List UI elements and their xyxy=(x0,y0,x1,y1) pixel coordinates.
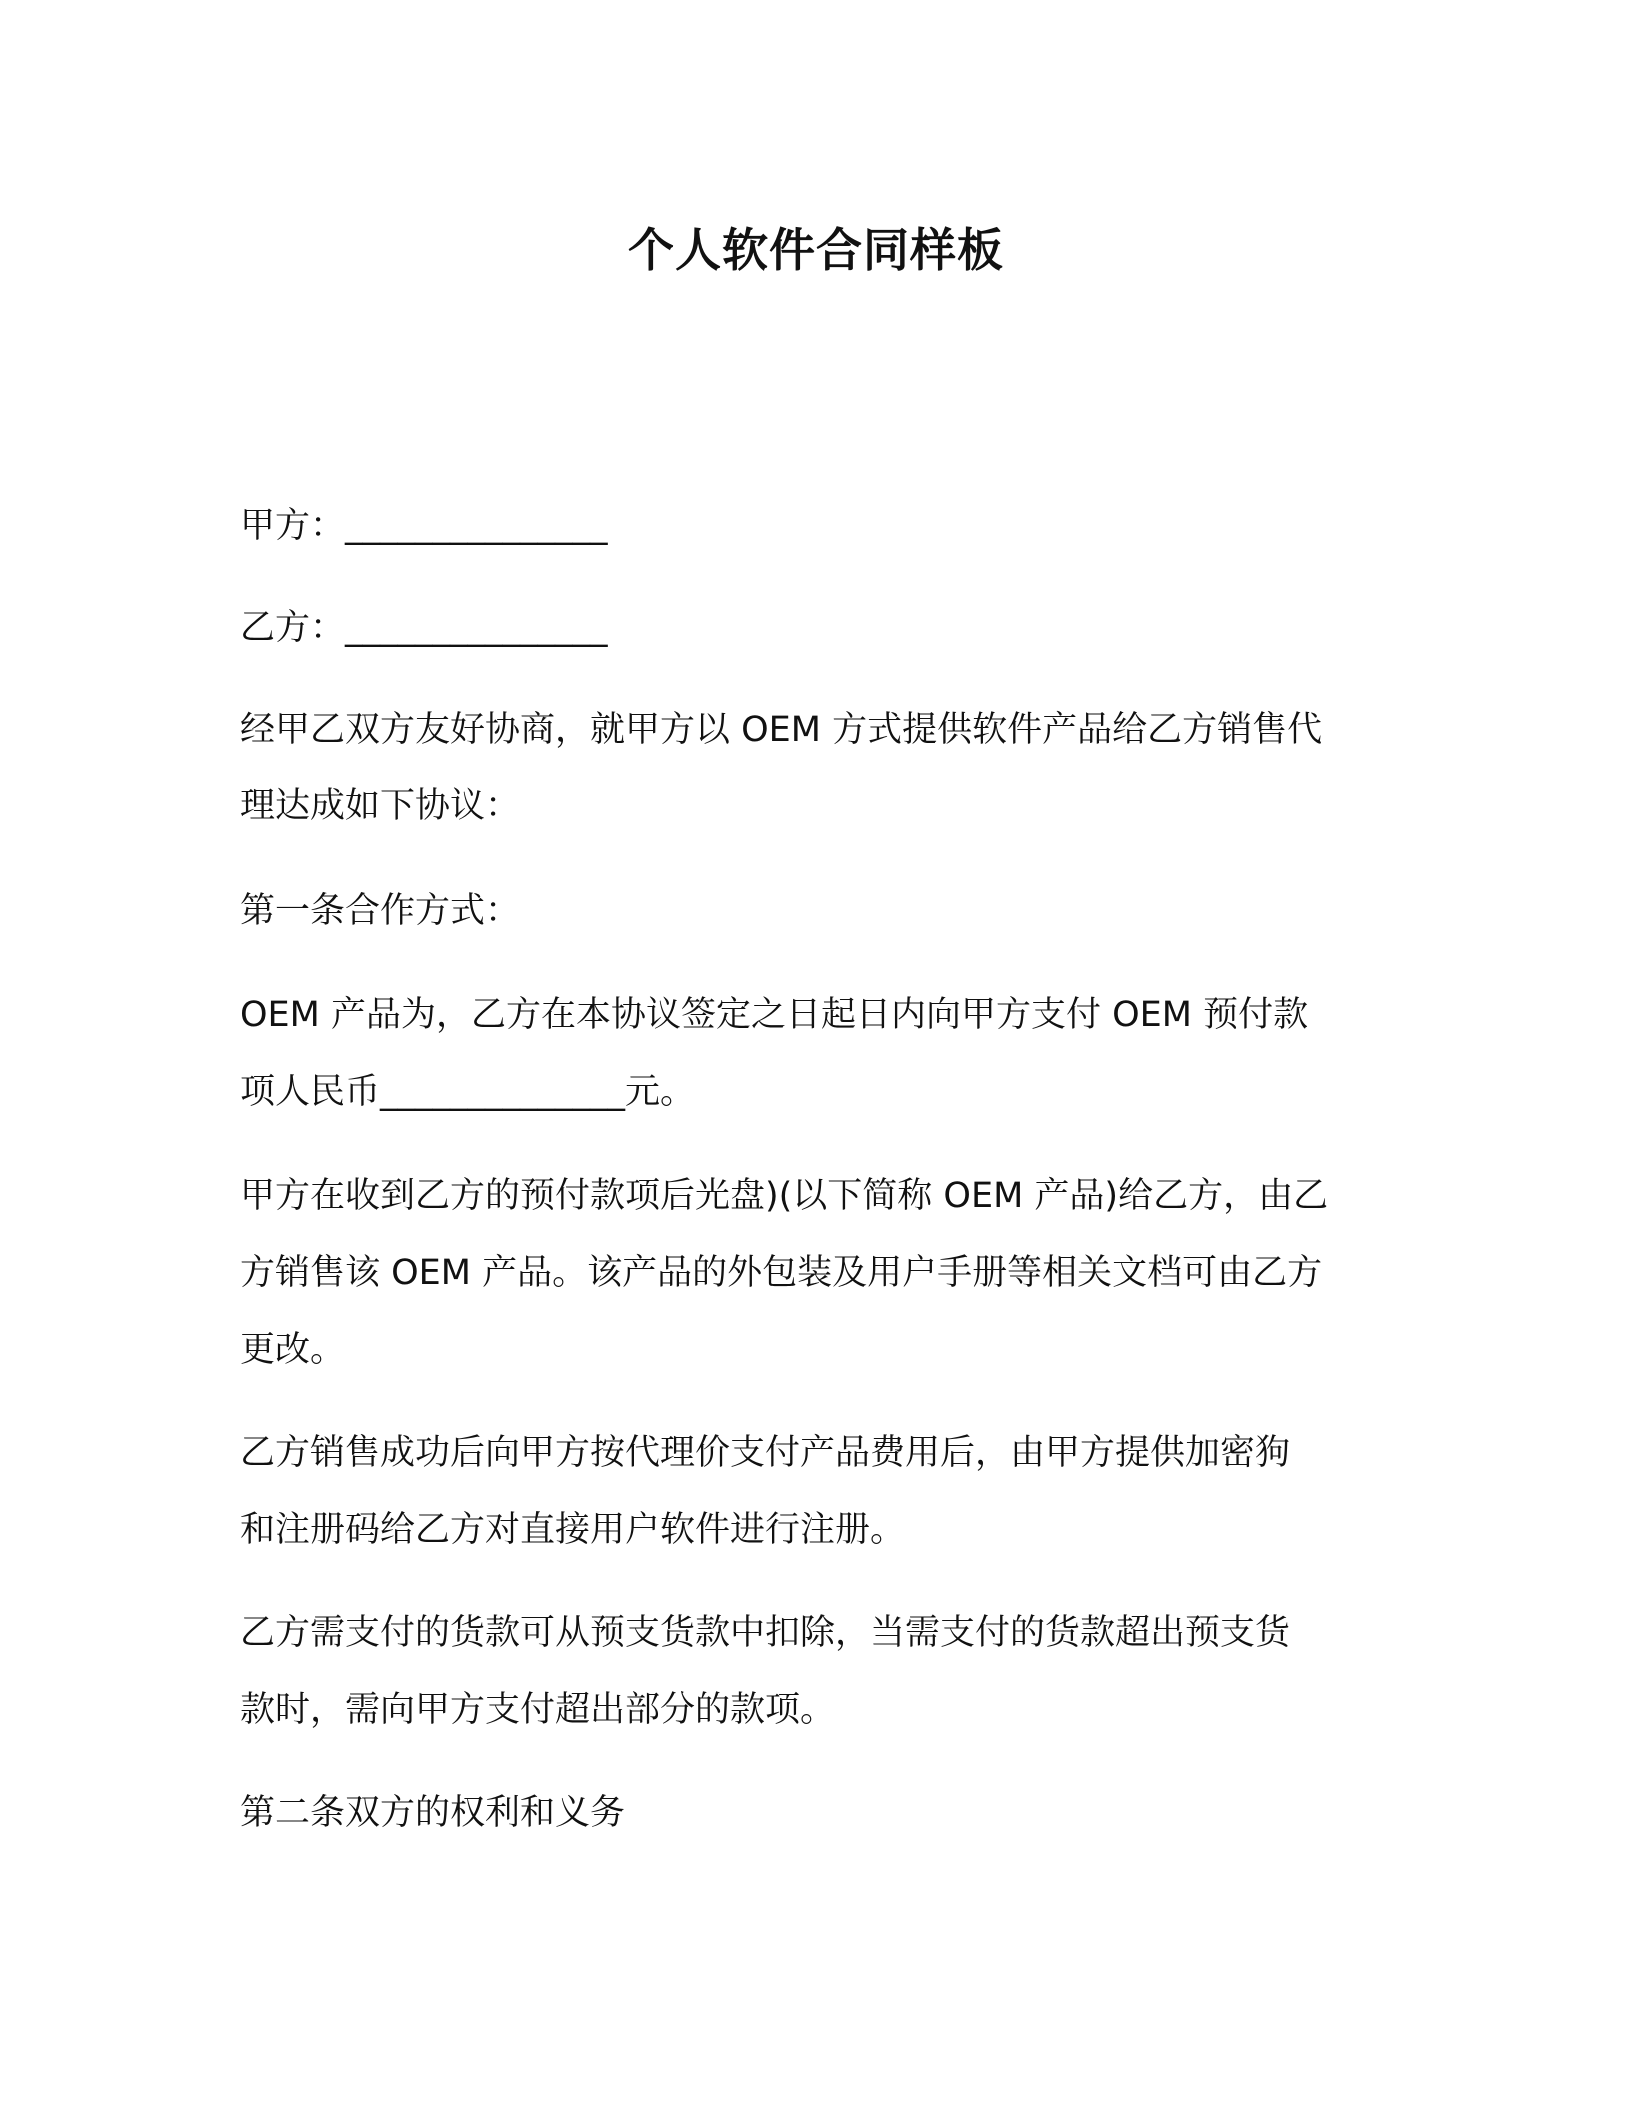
para-4-line-2: 款时，需向甲方支付超出部分的款项。 xyxy=(240,1690,836,1730)
document-title: 个人软件合同样板 xyxy=(628,223,1004,277)
para-1-line-2: 项人民币______________元。 xyxy=(240,1072,696,1112)
para-2-line-2: 方销售该 OEM 产品。该产品的外包装及用户手册等相关文档可由乙方 xyxy=(240,1253,1323,1293)
party-a-line: 甲方：_______________ xyxy=(240,506,608,546)
para-1-line-1: OEM 产品为，乙方在本协议签定之日起日内向甲方支付 OEM 预付款 xyxy=(240,995,1309,1035)
para-2-line-1: 甲方在收到乙方的预付款项后光盘)(以下简称 OEM 产品)给乙方，由乙 xyxy=(240,1176,1329,1216)
para-3-line-1: 乙方销售成功后向甲方按代理价支付产品费用后，由甲方提供加密狗 xyxy=(240,1433,1291,1473)
article-1-heading: 第一条合作方式： xyxy=(240,891,521,931)
party-b-line: 乙方：_______________ xyxy=(240,608,608,648)
para-2-line-3: 更改。 xyxy=(240,1330,346,1370)
para-3-line-2: 和注册码给乙方对直接用户软件进行注册。 xyxy=(240,1510,906,1550)
intro-line-1: 经甲乙双方友好协商，就甲方以 OEM 方式提供软件产品给乙方销售代 xyxy=(240,710,1323,750)
para-4-line-1: 乙方需支付的货款可从预支货款中扣除，当需支付的货款超出预支货 xyxy=(240,1613,1291,1653)
article-2-heading: 第二条双方的权利和义务 xyxy=(240,1793,626,1833)
intro-line-2: 理达成如下协议： xyxy=(240,786,521,826)
